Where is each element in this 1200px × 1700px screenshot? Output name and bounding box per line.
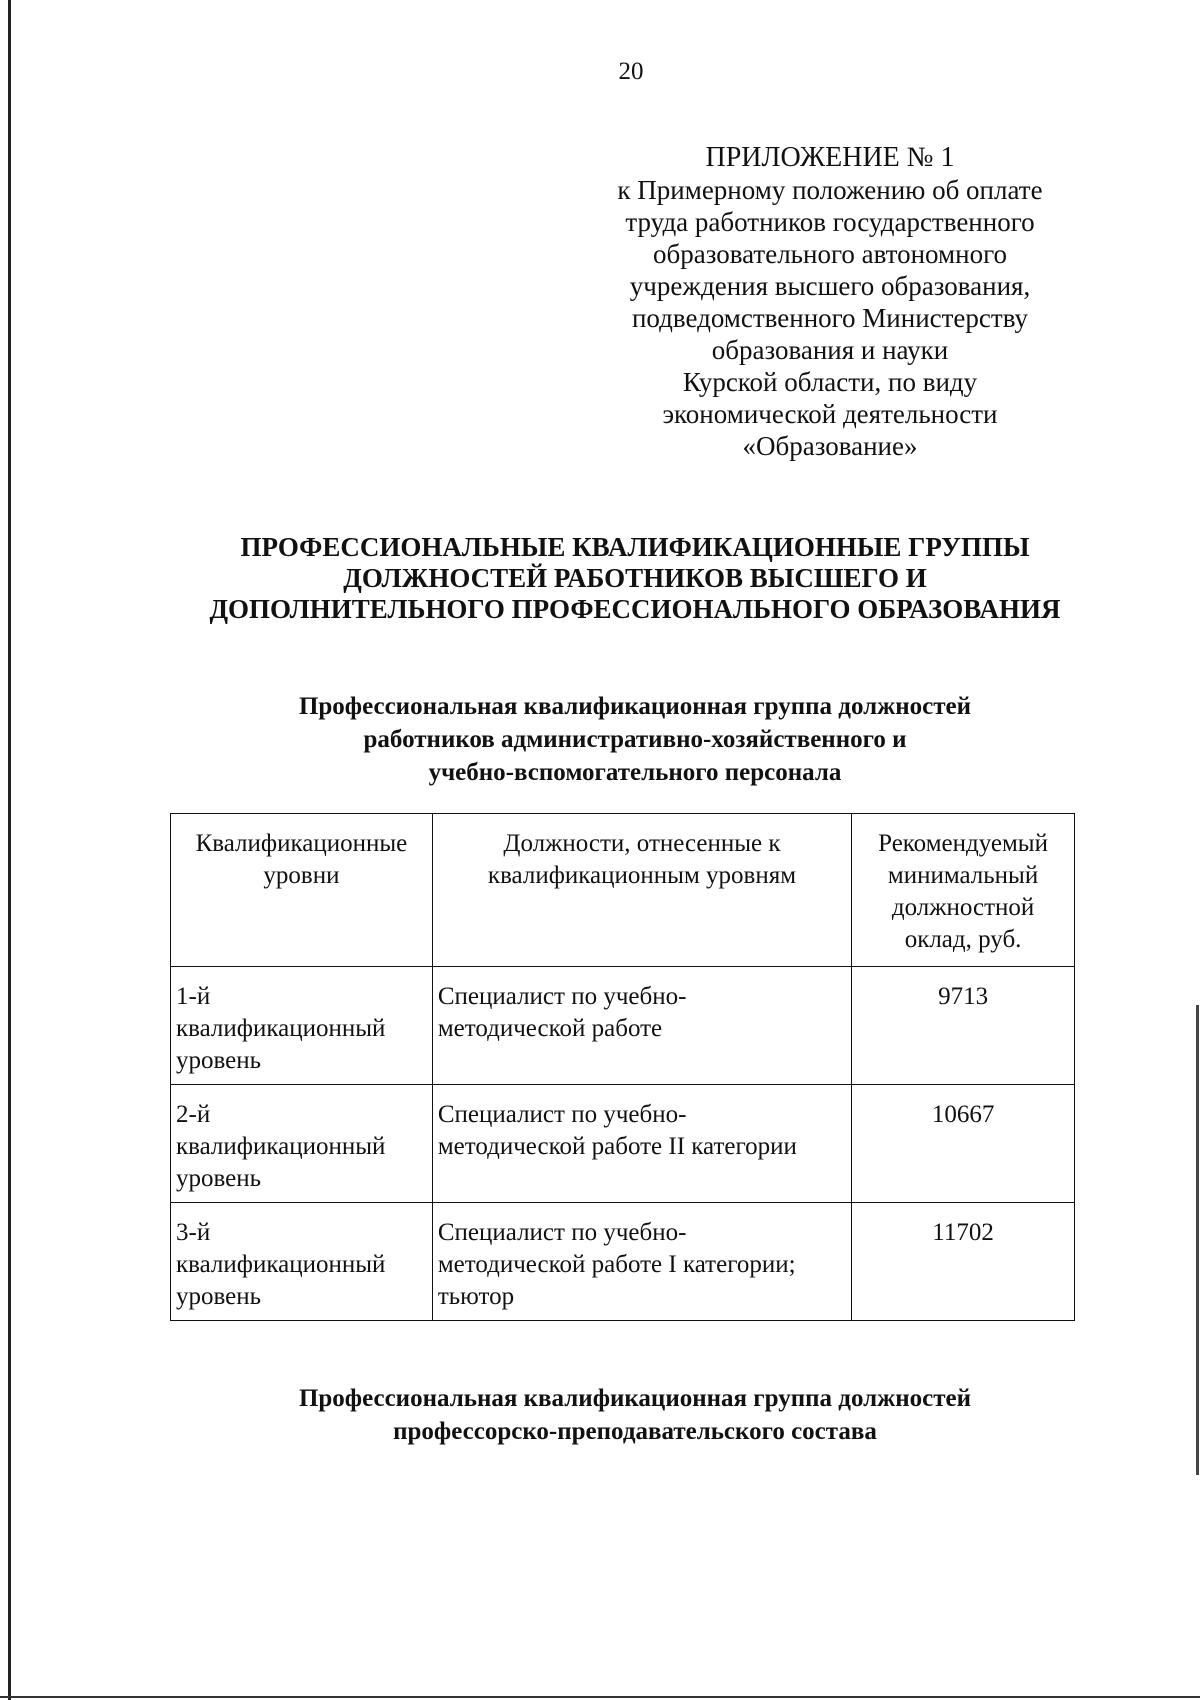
header-line: должностной	[891, 894, 1035, 921]
cell-line: 3-й	[176, 1219, 211, 1246]
header-recommended-salary	[852, 814, 1075, 967]
cell-line: уровень	[176, 1165, 262, 1192]
appendix-line: экономической деятельности	[662, 399, 998, 429]
cell-line: Специалист по учебно-	[437, 1101, 687, 1128]
cell-line: методической работе I категории;	[437, 1251, 796, 1278]
qualification-level-cell	[171, 1085, 433, 1203]
appendix-block	[585, 142, 1075, 462]
cell-line: тьютор	[437, 1283, 515, 1310]
cell-line: методической работе II категории	[437, 1133, 797, 1160]
header-line: уровни	[263, 862, 340, 889]
section-title-line: профессорско-преподавательского состава	[393, 1418, 877, 1445]
appendix-line: подведомственного Министерству	[631, 303, 1029, 333]
qualification-level-cell	[171, 1203, 433, 1321]
cell-line: Специалист по учебно-	[437, 1219, 687, 1246]
section-title-admin-staff	[100, 690, 1170, 789]
cell-line: уровень	[176, 1283, 262, 1310]
header-line: Должности, отнесенные к	[503, 830, 781, 857]
cell-line: Специалист по учебно-	[437, 983, 687, 1010]
appendix-line: Курской области, по виду	[682, 367, 978, 397]
salary-cell: 9713	[852, 967, 1075, 1085]
table-header-row	[171, 814, 1075, 967]
section-title-line: работников административно-хозяйственного и	[363, 726, 907, 753]
appendix-title: ПРИЛОЖЕНИЕ № 1	[705, 142, 955, 173]
position-cell	[432, 1203, 851, 1321]
header-positions	[432, 814, 851, 967]
qualification-level-cell	[171, 967, 433, 1085]
salary-cell: 10667	[852, 1085, 1075, 1203]
main-title-line: ДОПОЛНИТЕЛЬНОГО ПРОФЕССИОНАЛЬНОГО ОБРАЗОВАНИЯ	[209, 594, 1061, 624]
page-number: 20	[618, 58, 644, 85]
main-title-line: ПРОФЕССИОНАЛЬНЫЕ КВАЛИФИКАЦИОННЫЕ ГРУППЫ	[240, 532, 1030, 562]
header-line: минимальный	[887, 862, 1039, 889]
appendix-line: образовательного автономного	[653, 239, 1007, 269]
cell-line: квалификационный	[176, 1133, 386, 1160]
header-line: Рекомендуемый	[878, 830, 1048, 857]
appendix-line: труда работников государственного	[625, 207, 1035, 237]
scan-edge-bottom	[0, 1696, 1200, 1698]
header-line: квалификационным уровням	[487, 862, 797, 889]
table-row	[171, 1085, 1075, 1203]
cell-line: 2-й	[176, 1101, 211, 1128]
table-row	[171, 1203, 1075, 1321]
position-cell	[432, 1085, 851, 1203]
qualification-table	[170, 813, 1075, 1321]
section-title-line: учебно-вспомогательного персонала	[428, 759, 842, 786]
table-row	[171, 967, 1075, 1085]
main-title-line: ДОЛЖНОСТЕЙ РАБОТНИКОВ ВЫСШЕГО И	[343, 563, 927, 593]
scan-edge-left	[8, 0, 11, 1700]
header-line: Квалификационные	[195, 830, 408, 857]
scan-edge-right	[1196, 1005, 1199, 1475]
cell-line: методической работе	[437, 1015, 663, 1042]
section-title-line: Профессиональная квалификационная группа должностей	[298, 1385, 972, 1412]
position-cell	[432, 967, 851, 1085]
appendix-line: к Примерному положению об оплате	[617, 175, 1043, 205]
salary-cell: 11702	[852, 1203, 1075, 1321]
header-qualification-levels	[171, 814, 433, 967]
cell-line: 1-й	[176, 983, 211, 1010]
main-title	[100, 532, 1170, 625]
appendix-line: образования и науки	[711, 335, 949, 365]
section-title-line: Профессиональная квалификационная группа должностей	[298, 693, 972, 720]
section-title-faculty	[100, 1382, 1170, 1448]
cell-line: уровень	[176, 1047, 262, 1074]
appendix-line: учреждения высшего образования,	[629, 271, 1031, 301]
header-line: оклад, руб.	[904, 926, 1022, 953]
cell-line: квалификационный	[176, 1015, 386, 1042]
cell-line: квалификационный	[176, 1251, 386, 1278]
appendix-line: «Образование»	[742, 431, 918, 461]
